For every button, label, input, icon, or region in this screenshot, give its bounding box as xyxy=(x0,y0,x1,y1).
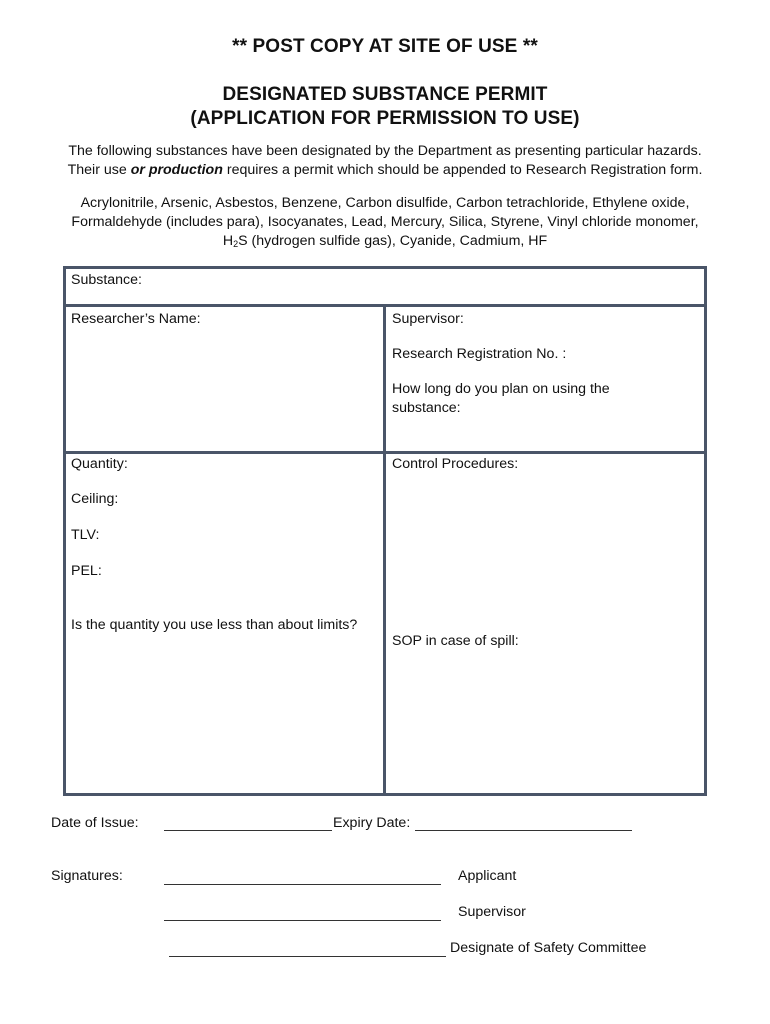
safety-committee-label: Designate of Safety Committee xyxy=(450,940,647,956)
researcher-name-field[interactable]: Researcher’s Name: xyxy=(71,311,201,327)
applicant-signature-line[interactable] xyxy=(164,884,441,885)
duration-label-1: How long do you plan on using the xyxy=(392,381,610,397)
substances-line-2: Formaldehyde (includes para), Isocyanates, Lead, Mercury, Silica, Styrene, Vinyl chloride monomer, xyxy=(71,214,699,230)
substances-line-1: Acrylonitrile, Arsenic, Asbestos, Benzene, Carbon disulfide, Carbon tetrachloride, Ethylene oxide, xyxy=(80,195,690,211)
applicant-label: Applicant xyxy=(458,868,517,884)
intro-line-2-pre: Their use xyxy=(67,162,131,178)
substance-field[interactable]: Substance: xyxy=(71,272,142,288)
post-notice: ** POST COPY AT SITE OF USE ** xyxy=(232,36,538,57)
substances-line-3-rest: S (hydrogen sulfide gas), Cyanide, Cadmium, HF xyxy=(238,233,548,249)
ceiling-field[interactable]: Ceiling: xyxy=(71,491,119,507)
supervisor-field[interactable]: Supervisor: xyxy=(392,311,464,327)
registration-number-field[interactable]: Research Registration No. : xyxy=(392,346,567,362)
intro-line-1: The following substances have been designated by the Department as presenting particular hazards. xyxy=(68,143,702,159)
duration-label-2: substance: xyxy=(392,400,461,416)
signatures-label: Signatures: xyxy=(51,868,123,884)
intro-emphasis: or production xyxy=(130,162,223,178)
spill-sop-field[interactable]: SOP in case of spill: xyxy=(392,633,519,649)
substances-h: H xyxy=(222,233,234,249)
date-of-issue-label: Date of Issue: xyxy=(51,815,139,831)
date-of-issue-line[interactable] xyxy=(164,830,332,831)
intro-line-2 xyxy=(0,161,770,180)
page-title: DESIGNATED SUBSTANCE PERMIT xyxy=(222,84,548,105)
tlv-field[interactable]: TLV: xyxy=(71,527,100,543)
substances-sub: 2 xyxy=(233,239,239,249)
supervisor-signature-label: Supervisor xyxy=(458,904,526,920)
page-subtitle: (APPLICATION FOR PERMISSION TO USE) xyxy=(190,108,580,129)
supervisor-signature-line[interactable] xyxy=(164,920,441,921)
quantity-field[interactable]: Quantity: xyxy=(71,456,128,472)
substances-line-3 xyxy=(0,232,770,254)
control-procedures-field[interactable]: Control Procedures: xyxy=(392,456,519,472)
column-divider xyxy=(383,304,386,796)
limits-question-field[interactable]: Is the quantity you use less than about limits? xyxy=(71,617,358,633)
expiry-date-label: Expiry Date: xyxy=(333,815,411,831)
pel-field[interactable]: PEL: xyxy=(71,563,102,579)
expiry-date-line[interactable] xyxy=(415,830,632,831)
safety-committee-signature-line[interactable] xyxy=(169,956,446,957)
duration-field[interactable] xyxy=(392,380,610,418)
intro-line-2-post: requires a permit which should be appended to Research Registration form. xyxy=(222,162,703,178)
